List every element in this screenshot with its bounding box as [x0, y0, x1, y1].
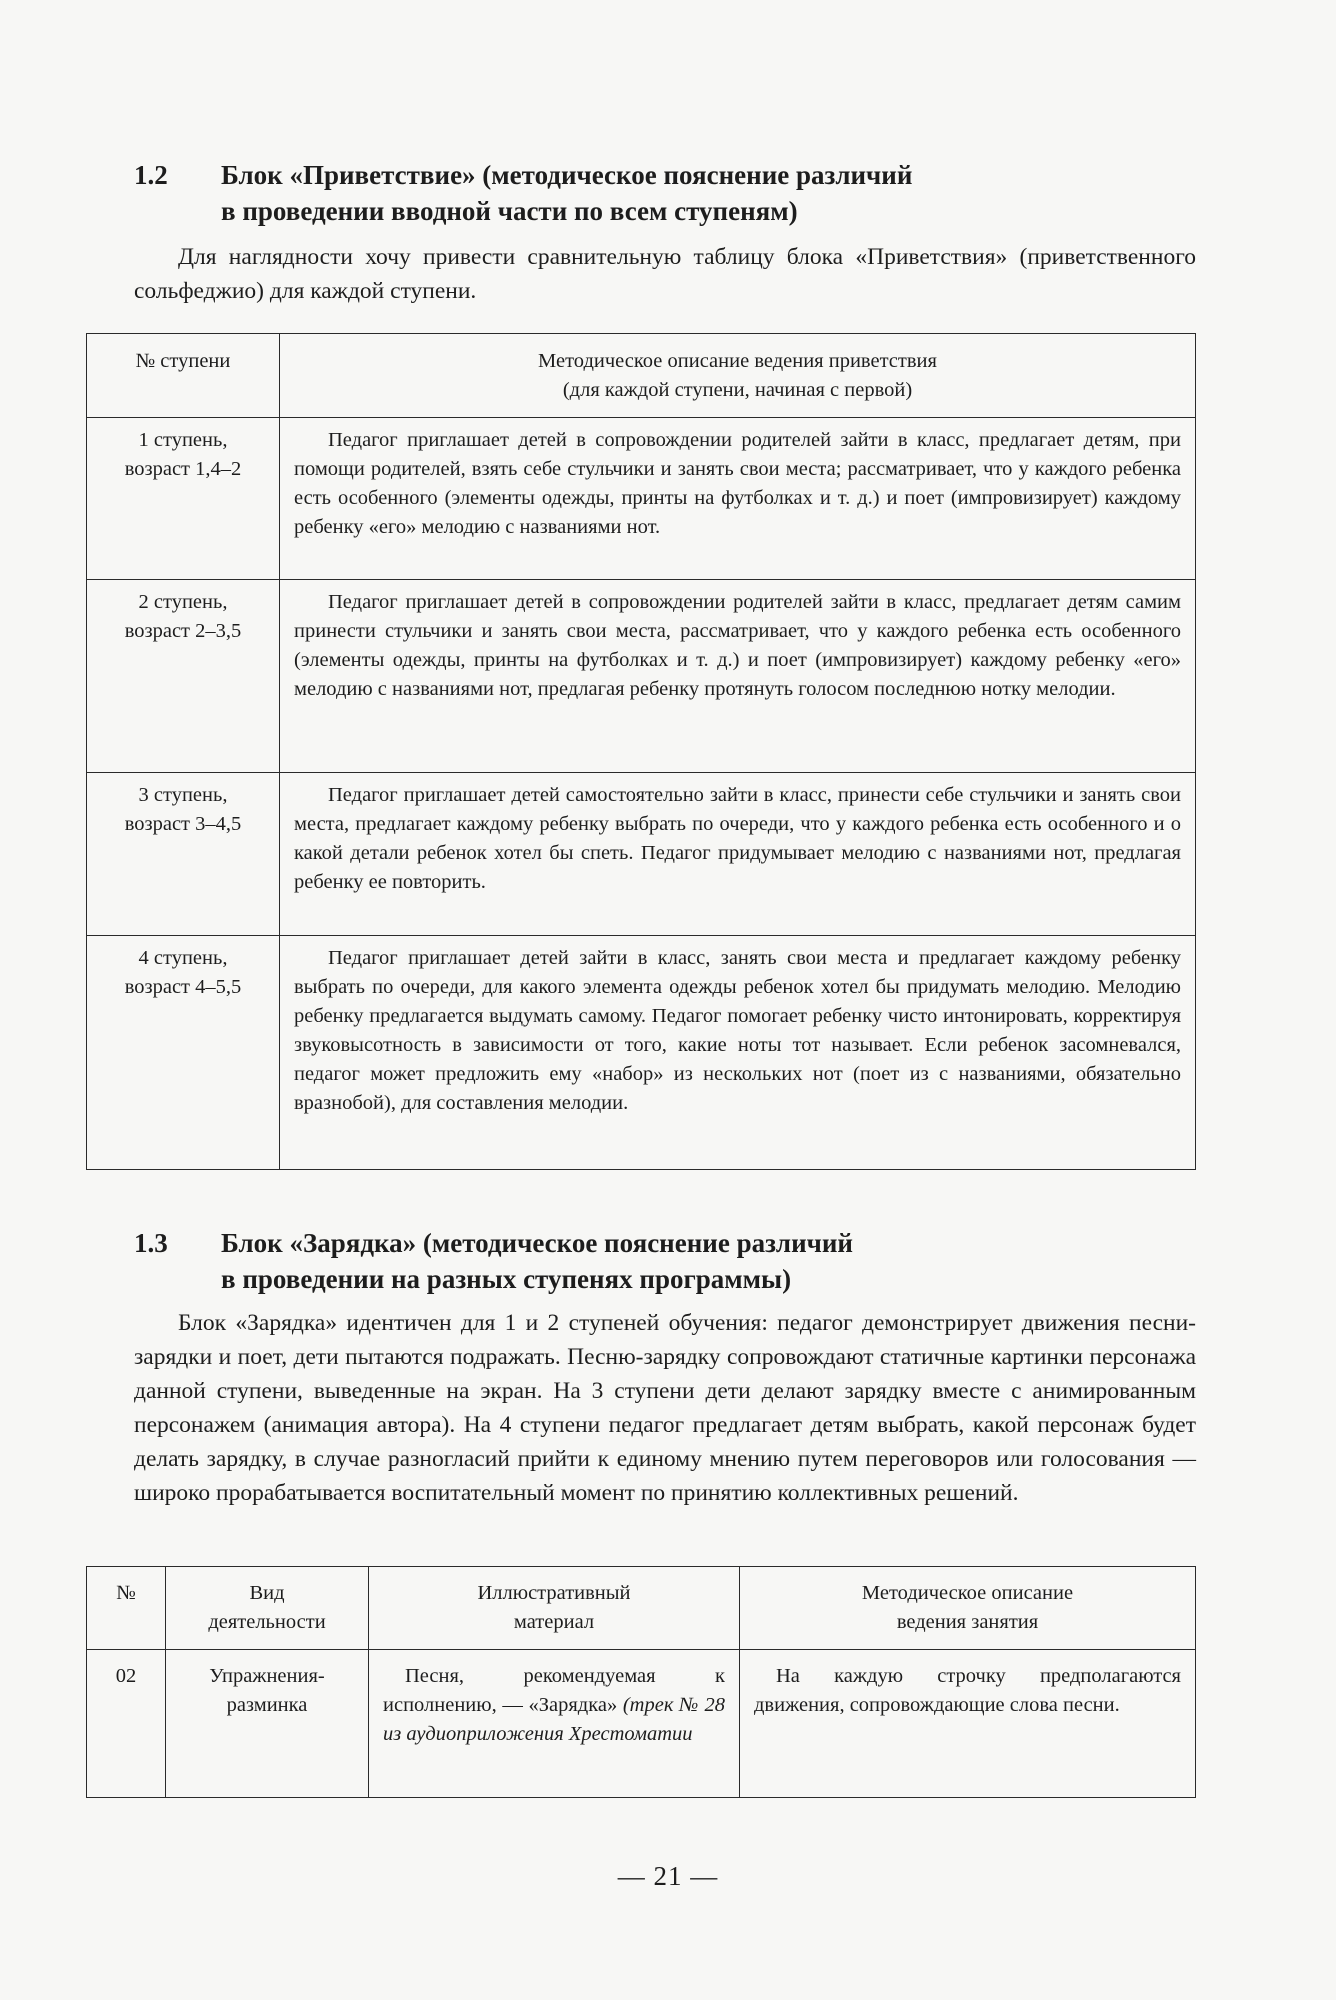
intro-paragraph: Для наглядности хочу привести сравнительную таблицу блока «Приветствия» (приветственного сольфеджио) для каждой ступени. [134, 244, 1196, 304]
activity-line2: разминка [226, 1694, 308, 1716]
section-number: 1.2 [134, 160, 168, 190]
header-description [740, 1567, 1196, 1650]
header-number [87, 1567, 166, 1650]
stage-cell [87, 580, 280, 773]
stage-label: 1 ступень, [138, 429, 228, 451]
intro-paragraph: Блок «Зарядка» идентичен для 1 и 2 ступеней обучения: педагог демонстрирует движения песни-зарядки и поет, дети пытаются подражать. Песню-зарядку сопровождают статичные картинки персонажа данной ступени, выведенные на экран. На 3 ступени дети делают зарядку вместе с анимированным персонажем (анимация автора). На 4 ступени педагог предлагает детям выбрать, какой персонаж будет делать зарядку, в случае разногласий прийти к единому мнению путем переговоров или голосования — широко прорабатывается воспитательный момент по принятию коллективных решений. [134, 1310, 1196, 1506]
header-description-line1: Методическое описание ведения приветствия [538, 350, 937, 372]
section-title-line2: в проведении на разных ступенях программы) [221, 1264, 792, 1294]
section-1-3-intro [86, 1306, 1196, 1510]
section-number: 1.3 [134, 1228, 168, 1258]
greeting-table-wrapper [86, 333, 1196, 1170]
section-1-2-intro [86, 240, 1196, 308]
activity-cell [166, 1650, 369, 1798]
material-italic-note: (трек № 28 из аудиоприложения Хрестоматии [383, 1694, 726, 1745]
section-1-2-heading [86, 157, 1196, 229]
material-cell [369, 1650, 740, 1798]
table-row [87, 936, 1196, 1170]
header-description [280, 334, 1196, 418]
stage-label: 2 ступень, [138, 591, 228, 613]
table-header-row [87, 334, 1196, 418]
table-row [87, 418, 1196, 580]
section-1-3-heading [86, 1225, 1196, 1297]
description-cell: На каждую строчку предполагаются движения, сопровождающие слова песни. [740, 1650, 1196, 1798]
stage-label: 3 ступень, [138, 784, 228, 806]
section-title-line2: в проведении вводной части по всем ступеням) [221, 196, 798, 226]
stage-cell [87, 773, 280, 936]
table-row [87, 580, 1196, 773]
header-description-line1: Методическое описание [861, 1582, 1074, 1604]
stage-cell [87, 936, 280, 1170]
greeting-table [86, 333, 1196, 1170]
stage-age: возраст 4–5,5 [124, 976, 242, 998]
header-stage [87, 334, 280, 418]
stage-age: возраст 1,4–2 [124, 458, 242, 480]
header-material-line2: материал [513, 1611, 595, 1633]
activity-line1: Упражнения- [209, 1665, 325, 1687]
material-text: Песня, рекомендуемая к исполнению, — «Зарядка» [383, 1665, 725, 1716]
stage-age: возраст 2–3,5 [124, 620, 242, 642]
section-title-line1: Блок «Зарядка» (методическое пояснение различий [221, 1228, 853, 1258]
description-cell: Педагог приглашает детей зайти в класс, занять свои места и предлагает каждому ребенку выбрать по очереди, для какого элемента одежды ребенок хотел бы придумать мелодию. Мелодию ребенку предлагается выдумать самому. Педагог помогает ребенку чисто интонировать, корректируя звуковысотность в зависимости от того, какие ноты тот называет. Если ребенок засомневался, педагог может предложить ему «набор» из нескольких нот (поет из с названиями, обязательно вразнобой), для составления мелодии. [280, 936, 1196, 1170]
header-number-label: № [116, 1582, 136, 1604]
header-activity [166, 1567, 369, 1650]
section-title-line1: Блок «Приветствие» (методическое пояснение различий [221, 160, 913, 190]
header-stage-label: № ступени [135, 350, 231, 372]
header-activity-line1: Вид [249, 1582, 285, 1604]
header-material [369, 1567, 740, 1650]
exercise-table [86, 1566, 1196, 1798]
table-header-row [87, 1567, 1196, 1650]
header-description-line2: (для каждой ступени, начиная с первой) [562, 379, 913, 401]
header-material-line1: Иллюстративный [477, 1582, 631, 1604]
header-activity-line2: деятельности [208, 1611, 326, 1633]
description-cell: Педагог приглашает детей в сопровождении родителей зайти в класс, предлагает детям, при помощи родителей, взять себе стульчики и занять свои места; рассматривает, что у каждого ребенка есть особенного (элементы одежды, принты на футболках и т. д.) и поет (импровизирует) каждому ребенку «его» мелодию с названиями нот. [280, 418, 1196, 580]
description-cell: Педагог приглашает детей самостоятельно зайти в класс, принести себе стульчики и занять свои места, предлагает каждому ребенку выбрать по очереди, что у каждого ребенка есть особенного и о какой детали ребенок хотел бы спеть. Педагог придумывает мелодию с названиями нот, предлагая ребенку ее повторить. [280, 773, 1196, 936]
stage-label: 4 ступень, [138, 947, 228, 969]
stage-age: возраст 3–4,5 [124, 813, 242, 835]
description-cell: Педагог приглашает детей в сопровождении родителей зайти в класс, предлагает детям самим принести стульчики и занять свои места, рассматривает, что у каждого ребенка есть особенного (элементы одежды, принты на футболках и т. д.) и поет (импровизирует) каждому ребенку «его» мелодию с названиями нот, предлагая ребенку протянуть голосом последнюю нотку мелодии. [280, 580, 1196, 773]
table-row [87, 773, 1196, 936]
exercise-table-wrapper [86, 1566, 1196, 1798]
stage-cell [87, 418, 280, 580]
header-description-line2: ведения занятия [896, 1611, 1039, 1633]
table-row [87, 1650, 1196, 1798]
page-number: — 21 — [617, 1861, 719, 1891]
row-number: 02 [87, 1650, 166, 1798]
